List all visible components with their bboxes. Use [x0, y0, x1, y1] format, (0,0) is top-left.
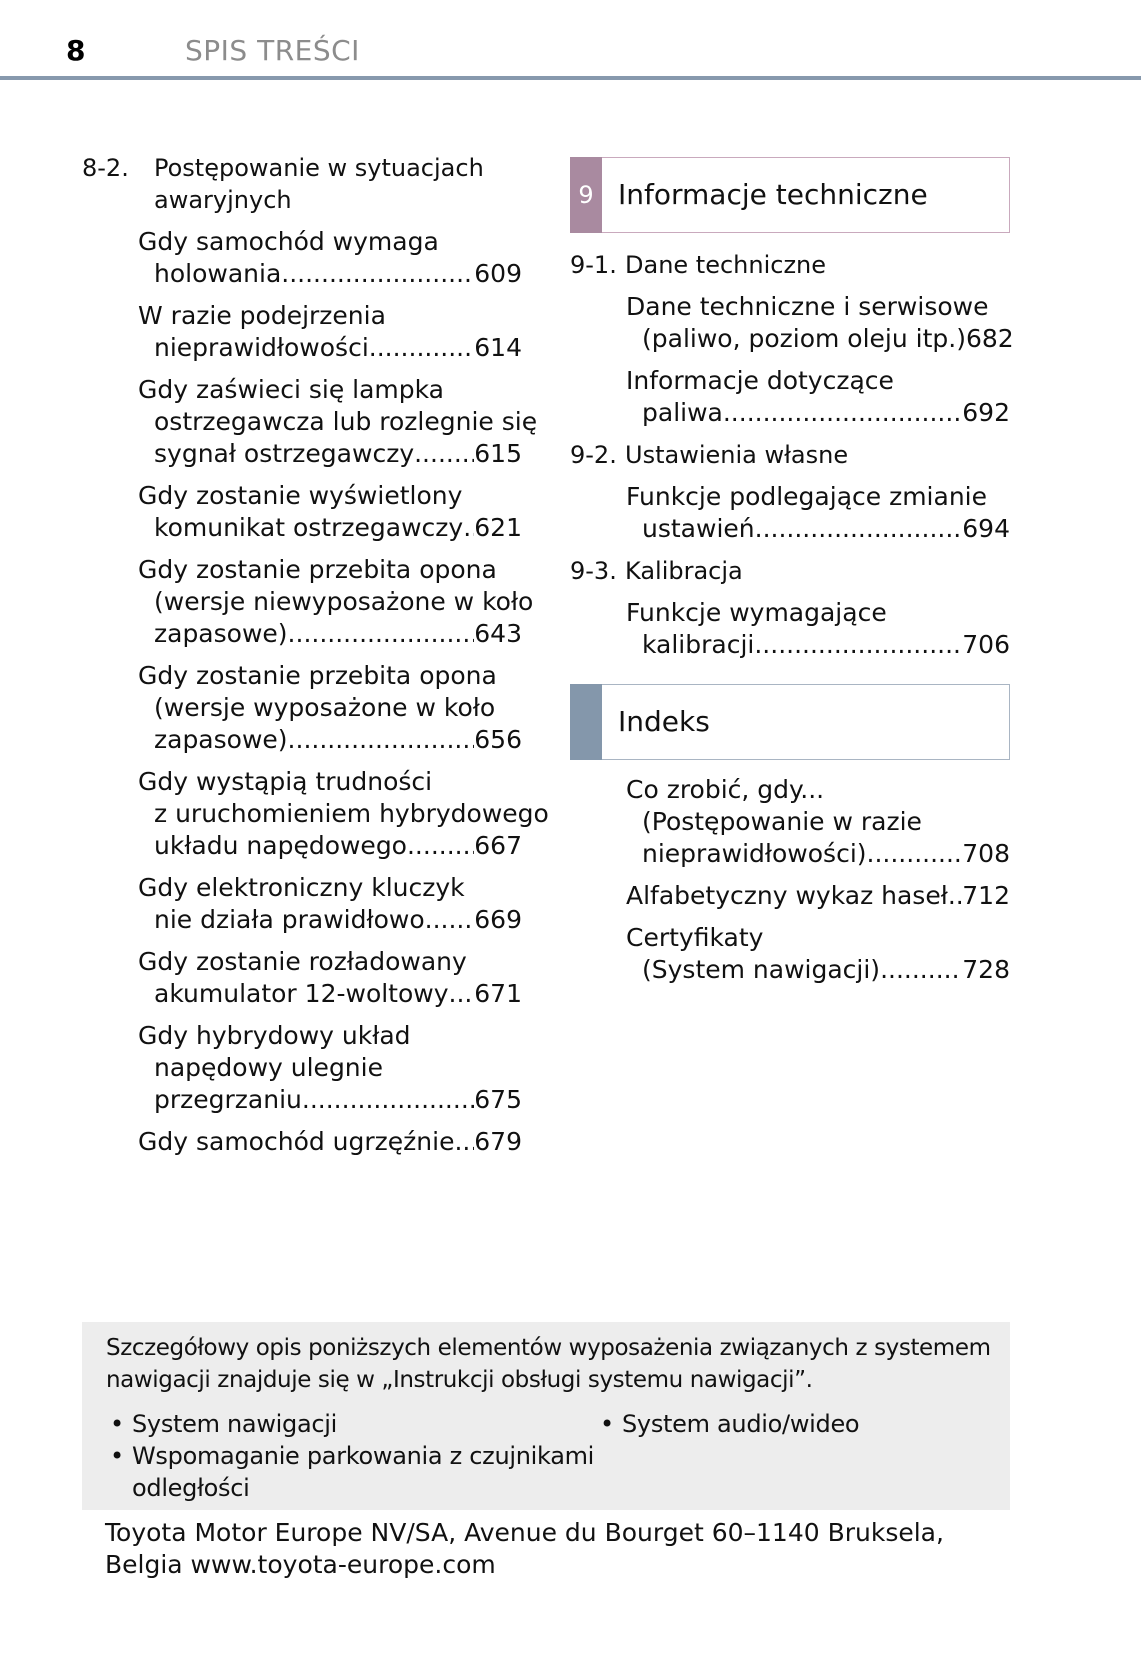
publisher-footer: [105, 1517, 1005, 1581]
entry-line: Gdy zostanie wyświetlony: [138, 481, 463, 510]
section-number: 9-2.: [570, 441, 617, 469]
entry-label: Alfabetyczny wykaz haseł: [626, 881, 948, 910]
dot-leader: [407, 830, 474, 862]
chapter-tab: [570, 684, 602, 760]
entry-line: Gdy zostanie przebita opona: [138, 661, 497, 690]
entry-label: nie działa prawidłowo: [154, 905, 425, 934]
bullet-icon: •: [110, 1442, 124, 1470]
toc-entry[interactable]: [138, 660, 522, 756]
bullet-icon: •: [600, 1410, 614, 1438]
entry-label: akumulator 12-woltowy: [154, 979, 449, 1008]
page-number: 8: [66, 34, 86, 67]
toc-entry[interactable]: [138, 226, 522, 290]
section-8-2-title: [82, 152, 522, 216]
page-ref[interactable]: 656: [474, 725, 522, 754]
entry-line: Dane techniczne i serwisowe: [626, 292, 989, 321]
dot-leader: [281, 258, 474, 290]
entry-line: Gdy wystąpią trudności: [138, 767, 433, 796]
entry-line: Gdy hybrydowy układ: [138, 1021, 411, 1050]
entry-line: ostrzegawcza lub rozlegnie się: [154, 407, 538, 436]
chapter-tab: 9: [570, 157, 602, 233]
entry-line: Gdy zostanie przebita opona: [138, 555, 497, 584]
footer-line: Toyota Motor Europe NV/SA, Avenue du Bourget 60–1140 Bruksela,: [105, 1518, 944, 1547]
entry-line: Gdy elektroniczny kluczyk: [138, 873, 465, 902]
entry-line: Funkcje podlegające zmianie: [626, 482, 987, 511]
toc-entry[interactable]: [138, 300, 522, 364]
toc-left-column: [82, 152, 549, 1168]
index-chapter-header[interactable]: [570, 684, 1010, 760]
section-title-text: Dane techniczne: [625, 251, 827, 279]
dot-leader: [754, 629, 962, 661]
section-title: [570, 249, 1010, 281]
dot-leader: [288, 724, 475, 756]
toc-entry[interactable]: [626, 880, 1010, 912]
toc-entry[interactable]: [626, 365, 1010, 429]
section-title-text: Ustawienia własne: [625, 441, 849, 469]
chapter-9-header[interactable]: [570, 157, 1010, 233]
entry-label: holowania: [154, 259, 282, 288]
bullet-text: odległości: [132, 1474, 250, 1502]
page-ref[interactable]: 671: [474, 979, 522, 1008]
page-ref[interactable]: 708: [962, 839, 1010, 868]
entry-line: Funkcje wymagające: [626, 598, 887, 627]
page-ref[interactable]: 615: [474, 439, 522, 468]
toc-entry[interactable]: [138, 1020, 522, 1116]
toc-entry[interactable]: [138, 946, 522, 1010]
toc-entry[interactable]: [626, 597, 1010, 661]
entry-label: ustawień: [642, 514, 755, 543]
section-title: [570, 555, 1010, 587]
dot-leader: [425, 904, 475, 936]
note-text: Szczegółowy opis poniższych elementów wyposażenia związanych z systemem nawigacji znajduje się w „Instrukcji obsługi systemu nawigacji”.: [106, 1335, 991, 1393]
toc-entry[interactable]: [138, 766, 549, 862]
dot-leader: [463, 512, 474, 544]
toc-entry[interactable]: [138, 1126, 522, 1158]
dot-leader: [454, 1126, 474, 1158]
entry-line: W razie podejrzenia: [138, 301, 386, 330]
entry-line: (Postępowanie w razie: [642, 807, 922, 836]
dot-leader: [723, 397, 962, 429]
toc-entry[interactable]: [138, 480, 522, 544]
page-ref[interactable]: 712: [962, 881, 1010, 910]
section-number: 9-1.: [570, 251, 617, 279]
section-title: [570, 439, 1010, 471]
dot-leader: [449, 978, 475, 1010]
bullet-item: [106, 1440, 594, 1504]
entry-label: Gdy samochód ugrzęźnie: [138, 1127, 455, 1156]
footer-line: Belgia www.toyota-europe.com: [105, 1550, 496, 1579]
entry-label: zapasowe): [154, 619, 288, 648]
entry-line: Certyfikaty: [626, 923, 764, 952]
navigation-note-box: [82, 1322, 1010, 1510]
entry-line: Co zrobić, gdy...: [626, 775, 825, 804]
entry-line: Gdy samochód wymaga: [138, 227, 439, 256]
entry-label: (paliwo, poziom oleju itp.): [642, 324, 966, 353]
dot-leader: [867, 838, 963, 870]
page-ref[interactable]: 692: [962, 398, 1010, 427]
toc-entry[interactable]: [626, 481, 1010, 545]
entry-label: sygnał ostrzegawczy: [154, 439, 415, 468]
bullet-text: System audio/wideo: [622, 1410, 860, 1438]
page-ref[interactable]: 667: [474, 831, 522, 860]
entry-label: zapasowe): [154, 725, 288, 754]
dot-leader: [948, 880, 962, 912]
toc-entry[interactable]: [138, 872, 522, 936]
entry-line: Gdy zaświeci się lampka: [138, 375, 445, 404]
section-title-line: awaryjnych: [154, 186, 292, 214]
dot-leader: [369, 332, 475, 364]
toc-entry[interactable]: [626, 922, 1010, 986]
toc-entry[interactable]: [138, 374, 538, 470]
bullet-text: System nawigacji: [132, 1410, 338, 1438]
section-9-1: [570, 249, 1014, 671]
section-number: 8-2.: [82, 154, 129, 182]
chapter-title: Informacje techniczne: [618, 178, 928, 211]
page-ref[interactable]: 728: [962, 955, 1010, 984]
entry-line: (wersje wyposażone w koło: [154, 693, 496, 722]
entry-label: komunikat ostrzegawczy: [154, 513, 464, 542]
page-ref[interactable]: 614: [474, 333, 522, 362]
dot-leader: [288, 618, 475, 650]
entry-label: nieprawidłowości): [642, 839, 867, 868]
bullet-icon: •: [110, 1410, 124, 1438]
chapter-title: Indeks: [618, 705, 710, 738]
page-ref[interactable]: 679: [474, 1127, 522, 1156]
page-ref[interactable]: 609: [474, 259, 522, 288]
header-rule: [0, 76, 1141, 80]
dot-leader: [414, 438, 474, 470]
bullet-item: [596, 1408, 859, 1440]
toc-entry[interactable]: [626, 291, 1014, 355]
running-title: SPIS TREŚCI: [185, 34, 360, 67]
toc-entry[interactable]: [138, 554, 534, 650]
entry-label: paliwa: [642, 398, 723, 427]
entry-line: z uruchomieniem hybrydowego: [154, 799, 549, 828]
page-ref[interactable]: 643: [474, 619, 522, 648]
entry-line: Gdy zostanie rozładowany: [138, 947, 467, 976]
entry-line: Informacje dotyczące: [626, 366, 894, 395]
entry-label: kalibracji: [642, 630, 755, 659]
page-ref[interactable]: 669: [474, 905, 522, 934]
dot-leader: [302, 1084, 474, 1116]
section-title-line: Postępowanie w sytuacjach: [154, 154, 484, 182]
toc-entry[interactable]: [626, 774, 1010, 870]
page-ref[interactable]: 621: [474, 513, 522, 542]
dot-leader: [755, 513, 963, 545]
section-number: 9-3.: [570, 557, 617, 585]
entry-label: nieprawidłowości: [154, 333, 369, 362]
index-entries: [570, 774, 1010, 996]
page-ref[interactable]: 706: [962, 630, 1010, 659]
entry-label: (System nawigacji): [642, 955, 881, 984]
entry-label: przegrzaniu: [154, 1085, 302, 1114]
dot-leader: [880, 954, 962, 986]
entry-label: układu napędowego: [154, 831, 407, 860]
page-ref[interactable]: 682: [965, 324, 1014, 353]
entry-line: (wersje niewyposażone w koło: [154, 587, 534, 616]
bullet-item: [106, 1408, 337, 1440]
section-title-text: Kalibracja: [625, 557, 743, 585]
bullet-text: Wspomaganie parkowania z czujnikami: [132, 1442, 595, 1470]
page-ref[interactable]: 675: [474, 1085, 522, 1114]
page-ref[interactable]: 694: [962, 514, 1010, 543]
entry-line: napędowy ulegnie: [154, 1053, 383, 1082]
